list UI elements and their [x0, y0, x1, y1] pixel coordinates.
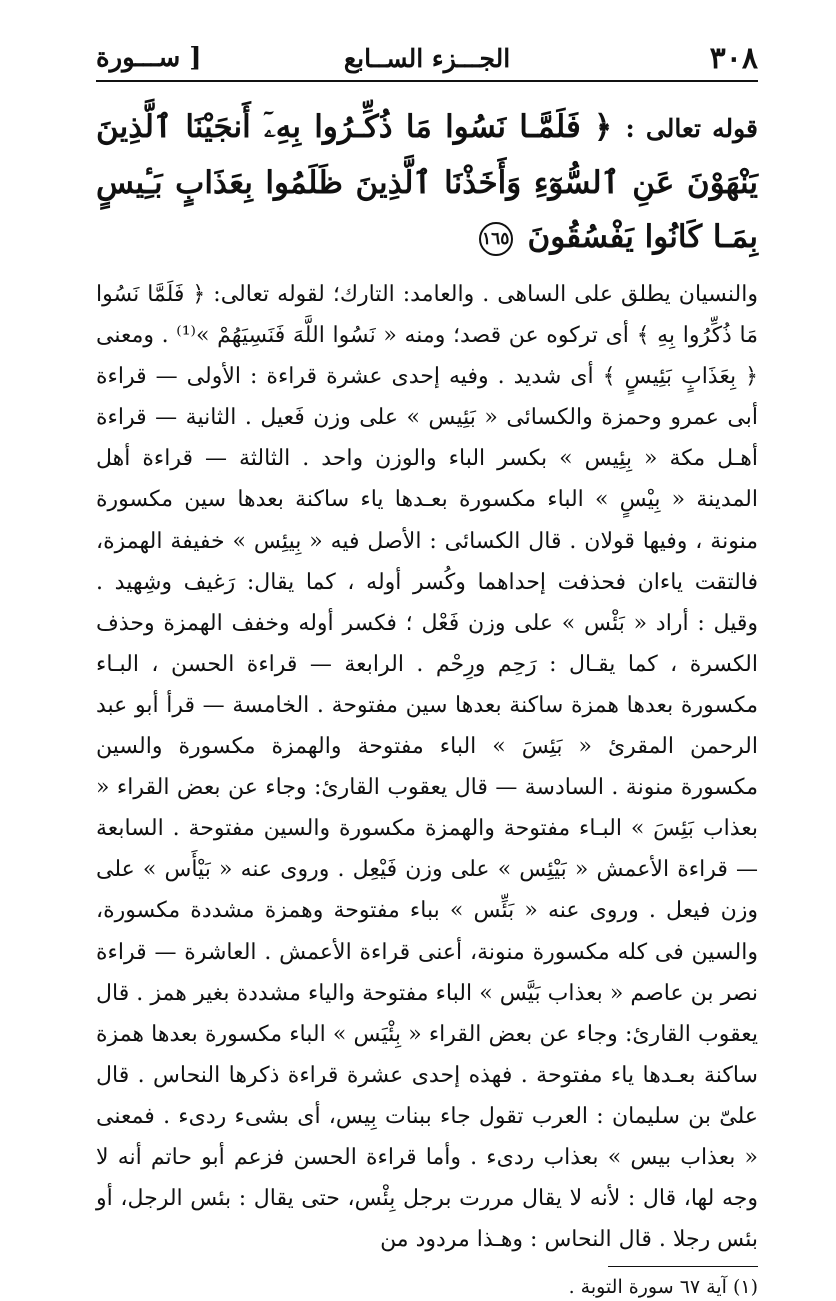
footnote-separator [608, 1266, 758, 1267]
commentary-paragraph: والنسيان يطلق على الساهى . والعامد: التارك؛ لقوله تعالى: ﴿ فَلَمَّا نَسُوا مَا ذُكِّرُوا بِهِ ﴾ أى تركوه عن قصد؛ ومنه « نَسُوا اللَّهَ فَنَسِيَهُمْ »⁽¹⁾ . ومعنى ﴿ بِعَذَابٍ بَئِيسٍ ﴾ أى شديد . وفيه إحدى عشرة قراءة : الأولى — قراءة أبى عمرو وحمزة والكسائى « بَئِيس » على وزن فَعيل . الثانية — قراءة أهـل مكة « بِئِيس » بكسر الباء والوزن واحد . الثالثة — قراءة أهل المدينة « بِيْسٍ » الباء مكسورة بعـدها ياء ساكنة بعدها سين مكسورة منونة ، وفيها قولان . قال الكسائى : الأصل فيه « بِيئِس » خفيفة الهمزة، فالتقت ياءان فحذفت إحداهما وكُسر أوله ، كما يقال: رَغيف وشِهيد . وقيل : أراد « بَئْس » على وزن فَعْل ؛ فكسر أوله وخفف الهمزة وحذف الكسرة ، كما يقـال : رَحِم ورِحْم . الرابعة — قراءة الحسن ، البـاء مكسورة بعدها همزة ساكنة بعدها سين مفتوحة . الخامسة — قرأ أبو عبد الرحمن المقرئ « بَئِسَ » الباء مفتوحة والهمزة مكسورة والسين مكسورة منونة . السادسة — قال يعقوب القارئ: وجاء عن بعض القراء « بعذاب بَئِسَ » البـاء مفتوحة والهمزة مكسورة والسين مفتوحة . السابعة — قراءة الأعمش « بَيْئِس » على وزن فَيْعِل . وروى عنه « بَيْأَس » على وزن فيعل . وروى عنه « بَئِّس » بباء مفتوحة وهمزة مشددة مكسورة، والسين فى كله مكسورة منونة، أعنى قراءة الأعمش . العاشرة — قراءة نصر بن عاصم « بعذاب بَيَّس » الباء مفتوحة والياء مشددة بغير همز . قال يعقوب القارئ: وجاء عن بعض القراء « بِئْيَس » الباء مكسورة بعدها همزة ساكنة بعـدها ياء مفتوحة . فهذه إحدى عشرة قراءة ذكرها النحاس . قال علىّ بن سليمان : العرب تقول جاء ببنات بِيس، أى بشىء ردىء . فمعنى « بعذاب بيس » بعذاب ردىء . وأما قراءة الحسن فزعم أبو حاتم أنه لا وجه لها، قال : لأنه لا يقال مررت برجل بِئْس، حتى يقال : بئس الرجل، أو بئس رجلا . قال النحاس : وهـذا مردود من [96, 282, 758, 1253]
commentary-text [96, 274, 758, 1260]
footnote: (١) آية ٦٧ سورة التوبة . [568, 1276, 758, 1299]
page-number: ٣٠٨ [709, 40, 758, 76]
ayah-number-mark: ١٦٥ [479, 222, 513, 256]
quran-verse [96, 100, 758, 264]
page-header [96, 36, 758, 82]
verse-text: ﴿ فَلَمَّـا نَسُوا مَا ذُكِّـرُوا بِهِۦٓ أَنجَيْنَا ٱلَّذِينَ يَنْهَوْنَ عَنِ ٱلسُّوٓءِ وَأَخَذْنَا ٱلَّذِينَ ظَلَمُوا بِعَذَابٍ بَـِٔيسٍ بِمَـا كَانُوا يَفْسُقُونَ [96, 109, 758, 255]
juz-title: الجـــزء الســابع [343, 43, 511, 73]
sura-label: [ ســـورة [96, 43, 202, 73]
verse-intro: قوله تعالى : [625, 114, 758, 143]
